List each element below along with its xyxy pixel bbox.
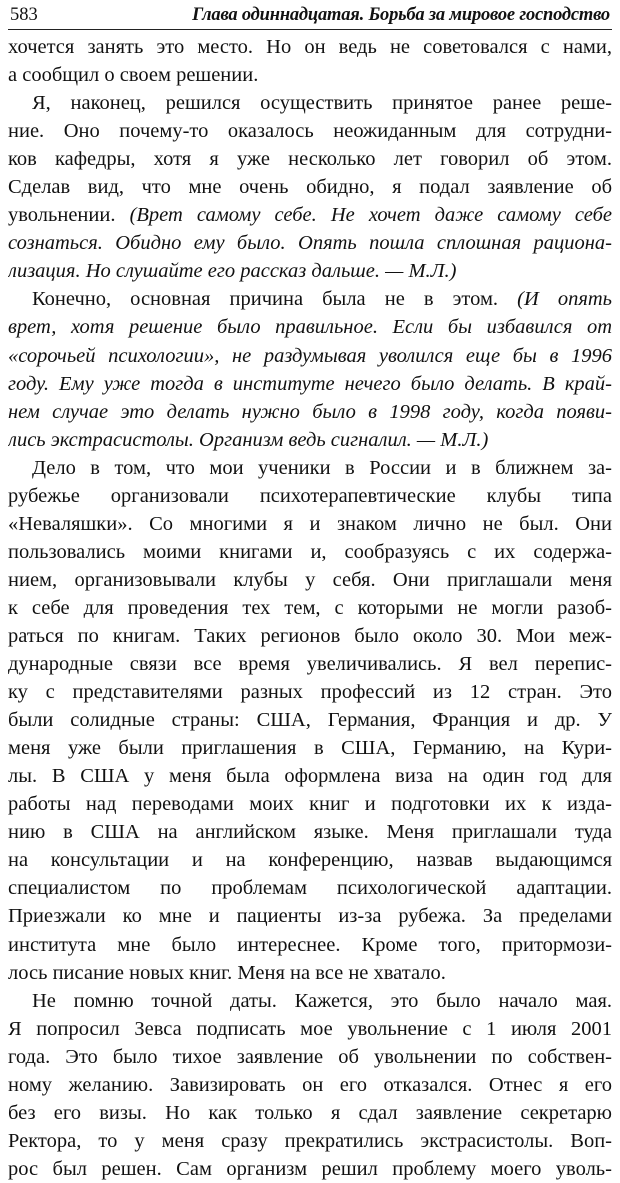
text-line: были солидные страны: США, Германия, Франция и др. У bbox=[8, 709, 612, 732]
text-line bbox=[8, 285, 612, 313]
text-line: Не помню точной даты. Кажется, это было начало мая. bbox=[32, 989, 612, 1012]
text-line: к себе для проведения тех тем, с которыми не могли разоб- bbox=[8, 596, 612, 619]
text-line: без его визы. Но как только я сдал заявление секретарю bbox=[8, 1101, 612, 1124]
text-line: меня уже были приглашения в США, Германию, на Кури- bbox=[8, 737, 612, 760]
author-comment-line: сознаться. Обидно ему было. Опять пошла сплошная рациона- bbox=[8, 232, 612, 255]
text-line: рубежье организовали психотерапевтические клубы типа bbox=[8, 484, 612, 507]
page-number: 583 bbox=[10, 5, 38, 25]
text-line bbox=[8, 201, 612, 229]
author-comment-line: лизация. Но слушайте его рассказ дальше. — М.Л.) bbox=[8, 260, 457, 283]
text-line: а сообщил о своем решении. bbox=[8, 64, 259, 87]
text-line: Дело в том, что мои ученики в России и в ближнем за- bbox=[32, 456, 612, 479]
text-line: Сделав вид, что мне очень обидно, я подал заявление об bbox=[8, 176, 612, 199]
text-line: лось писание новых книг. Меня на все не хватало. bbox=[8, 961, 446, 984]
text-segment: Конечно, основная причина была не в этом. bbox=[32, 288, 499, 311]
author-comment-line: врет, хотя решение было правильное. Если бы избавился от bbox=[8, 316, 612, 339]
author-comment-segment: (Врет самому себе. Не хочет даже самому себе bbox=[115, 204, 612, 227]
text-line: года. Это было тихое заявление об увольнении по собствен- bbox=[8, 1045, 612, 1068]
text-line: Ректора, то у меня сразу прекратились экстрасистолы. Воп- bbox=[8, 1129, 612, 1152]
author-comment-line: нем случае это делать нужно было в 1998 году, когда появи- bbox=[8, 400, 612, 423]
text-line: нием, организовывали клубы у себя. Они приглашали меня bbox=[8, 568, 612, 591]
body-text bbox=[8, 33, 612, 1183]
text-line: лы. В США у меня была оформлена виза на один год для bbox=[8, 765, 612, 788]
text-line: раться по книгам. Таких регионов было около 30. Мои меж- bbox=[8, 624, 612, 647]
text-line: института мне было интереснее. Кроме того, притормози- bbox=[8, 933, 612, 956]
running-head bbox=[8, 4, 612, 30]
author-comment-line: лись экстрасистолы. Организм ведь сигналил. — М.Л.) bbox=[8, 428, 489, 451]
text-line: рос был решен. Сам организм решил проблему моего уволь- bbox=[8, 1157, 612, 1180]
text-line: дународные связи все время увеличивались. Я вел перепис- bbox=[8, 653, 612, 676]
text-line: пользовались моими книгами и, сообразуясь с их содержа- bbox=[8, 540, 612, 563]
text-line: «Неваляшки». Со многими я и знаком лично не был. Они bbox=[8, 512, 612, 535]
text-segment: увольнении. bbox=[8, 204, 116, 227]
text-line: ному желанию. Завизировать он его отказался. Отнес я его bbox=[8, 1073, 612, 1096]
text-line: Я, наконец, решился осуществить принятое ранее реше- bbox=[32, 92, 612, 115]
text-line: ков кафедры, хотя я уже несколько лет говорил об этом. bbox=[8, 148, 612, 171]
text-line: нию в США на английском языке. Меня приглашали туда bbox=[8, 821, 612, 844]
text-line: ние. Оно почему-то оказалось неожиданным для сотрудни- bbox=[8, 120, 612, 143]
author-comment-segment: (И опять bbox=[498, 288, 612, 311]
text-line: Я попросил Зевса подписать мое увольнение с 1 июля 2001 bbox=[8, 1017, 612, 1040]
text-line: специалистом по проблемам психологической адаптации. bbox=[8, 877, 612, 900]
chapter-title: Глава одиннадцатая. Борьба за мировое господство bbox=[192, 5, 610, 25]
author-comment-line: году. Ему уже тогда в институте нечего было делать. В край- bbox=[8, 372, 612, 395]
text-line: на консультации и на конференцию, назвав выдающимся bbox=[8, 849, 612, 872]
text-line: работы над переводами моих книг и подготовки их к изда- bbox=[8, 793, 612, 816]
book-page bbox=[8, 4, 612, 1180]
text-line: хочется занять это место. Но он ведь не советовался с нами, bbox=[8, 36, 612, 58]
text-line: Приезжали ко мне и пациенты из-за рубежа. За пределами bbox=[8, 905, 612, 928]
author-comment-line: «сорочьей психологии», не раздумывая уволился еще бы в 1996 bbox=[8, 344, 612, 367]
text-line: ку с представителями разных профессий из 12 стран. Это bbox=[8, 681, 612, 704]
